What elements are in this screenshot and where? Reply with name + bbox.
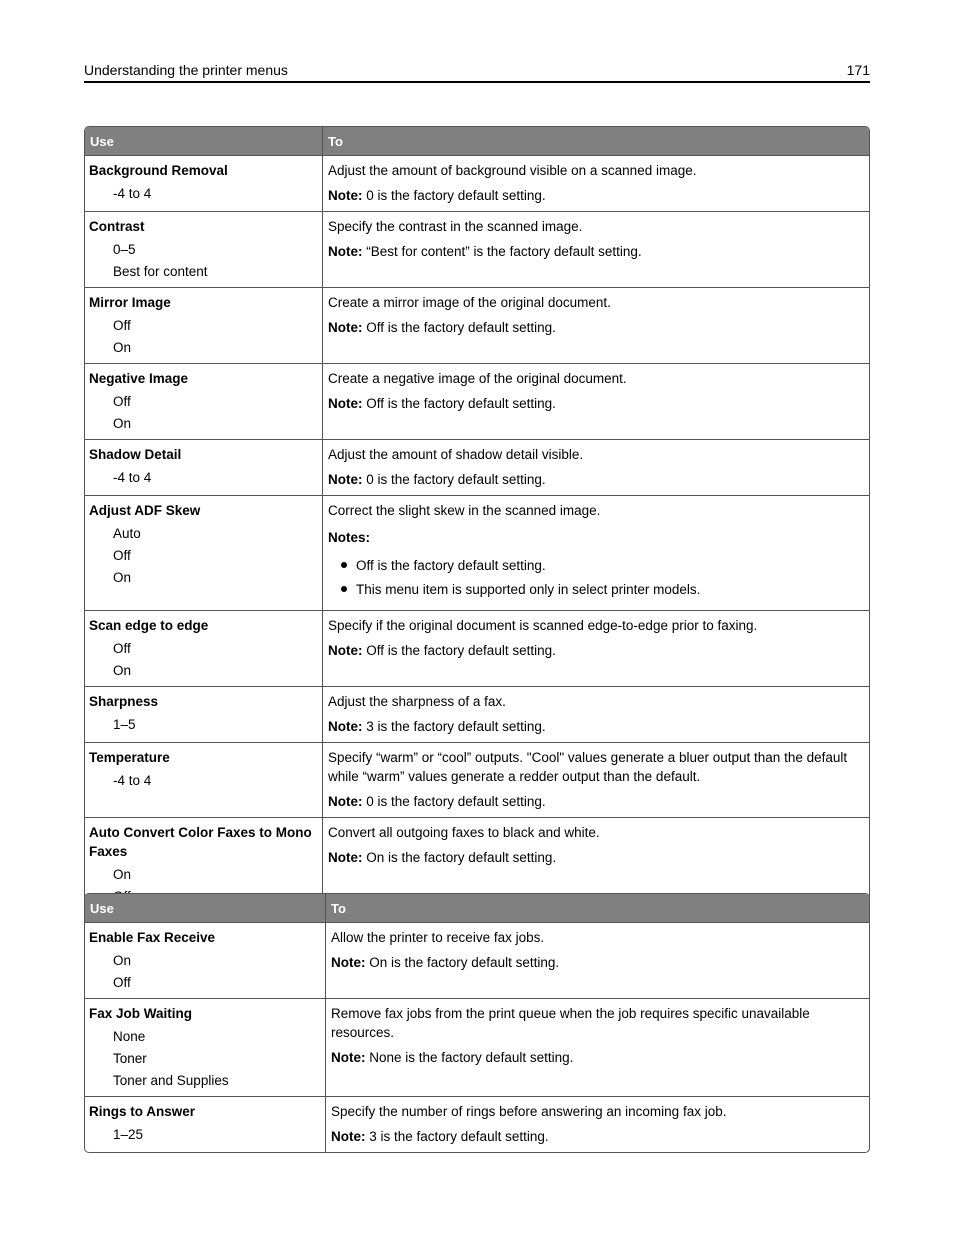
description: Correct the slight skew in the scanned image. [328,503,601,518]
note [331,1048,863,1067]
note-text: 0 is the factory default setting. [362,188,546,203]
cell-use [85,923,326,998]
note-label: Note: [328,396,363,411]
cell-use [85,687,323,742]
note-bullet: Off is the factory default setting. [328,556,863,575]
note-text: “Best for content” is the factory default setting. [362,244,642,259]
description: Remove fax jobs from the print queue when the job requires specific unavailable resources. [331,1006,810,1040]
menu-item-name: Adjust ADF Skew [89,503,201,518]
note-text: On is the factory default setting. [362,850,557,865]
menu-option: On [113,663,132,678]
note [328,318,863,337]
table-row [85,495,869,610]
note [328,242,863,261]
cell-use [85,212,323,287]
table-header [85,894,869,923]
table-row [85,742,869,817]
column-header-to: To [328,134,343,149]
menu-item-name: Enable Fax Receive [89,930,216,945]
cell-use [85,999,326,1096]
menu-item-name: Shadow Detail [89,447,182,462]
menu-option: On [113,953,132,968]
menu-item-name: Scan edge to edge [89,618,209,633]
menu-option: None [113,1029,146,1044]
table-header [85,127,869,156]
note [328,792,863,811]
table-row [85,156,869,211]
table-row [85,686,869,742]
note-label: Note: [328,188,363,203]
description: Adjust the amount of shadow detail visible. [328,447,584,462]
cell-to [323,687,869,742]
menu-option: Off [113,318,131,333]
menu-item-name: Auto Convert Color Faxes to Mono Faxes [89,825,312,859]
menu-item-name: Background Removal [89,163,228,178]
note-text: Off is the factory default setting. [362,643,556,658]
note-label: Note: [328,719,363,734]
cell-use [85,156,323,211]
note [328,470,863,489]
menu-option: Off [113,394,131,409]
menu-item-name: Negative Image [89,371,189,386]
menu-option: On [113,340,132,355]
description: Convert all outgoing faxes to black and white. [328,825,600,840]
cell-to [323,496,869,610]
table-row [85,923,869,998]
note-label: Note: [328,244,363,259]
notes-list [328,556,863,599]
page-number: 171 [846,62,870,78]
description: Specify “warm” or “cool” outputs. "Cool" values generate a bluer output than the default while “warm” values generate a redder output than the default. [328,750,848,784]
menu-item-name: Fax Job Waiting [89,1006,193,1021]
page-header [84,60,870,83]
description: Specify the contrast in the scanned image. [328,219,583,234]
cell-to [323,364,869,439]
note [328,394,863,413]
note-text: Off is the factory default setting. [362,320,556,335]
cell-use [85,1097,326,1152]
menu-option: Off [113,975,131,990]
cell-use [85,288,323,363]
note [331,1127,863,1146]
note-text: Off is the factory default setting. [362,396,556,411]
menu-option: 0–5 [113,242,136,257]
table-row [85,211,869,287]
description: Specify if the original document is scanned edge-to-edge prior to faxing. [328,618,758,633]
note-label: Note: [331,955,366,970]
menu-option: On [113,867,132,882]
note-label: Note: [328,850,363,865]
menu-option: Toner and Supplies [113,1073,229,1088]
cell-use [85,364,323,439]
description: Adjust the sharpness of a fax. [328,694,506,709]
note-label: Note: [328,320,363,335]
note-label: Note: [328,794,363,809]
cell-use [85,743,323,817]
description: Allow the printer to receive fax jobs. [331,930,545,945]
menu-option: -4 to 4 [113,186,152,201]
menu-option: Auto [113,526,141,541]
table-row [85,287,869,363]
note-text: 0 is the factory default setting. [362,794,546,809]
table-row [85,998,869,1096]
note-text: None is the factory default setting. [365,1050,574,1065]
note-text: On is the factory default setting. [365,955,560,970]
menu-option: Toner [113,1051,147,1066]
description: Create a negative image of the original document. [328,371,627,386]
description: Adjust the amount of background visible on a scanned image. [328,163,697,178]
note [328,186,863,205]
note-text: 3 is the factory default setting. [362,719,546,734]
cell-to [326,1097,869,1152]
note-label: Note: [328,472,363,487]
description: Create a mirror image of the original document. [328,295,611,310]
cell-to [326,999,869,1096]
settings-table-fax-receive [84,893,870,1153]
cell-to [323,611,869,686]
table-row [85,439,869,495]
note [328,717,863,736]
menu-item-name: Temperature [89,750,170,765]
note [331,953,863,972]
cell-to [323,743,869,817]
column-header-use: Use [85,127,323,155]
note [328,848,863,867]
menu-option: Best for content [113,264,208,279]
page-title: Understanding the printer menus [84,62,288,78]
note-bullet: This menu item is supported only in select printer models. [328,580,863,599]
menu-option: Off [113,641,131,656]
menu-item-name: Sharpness [89,694,159,709]
cell-use [85,496,323,610]
column-header-use: Use [85,894,326,922]
description: Specify the number of rings before answering an incoming fax job. [331,1104,727,1119]
note-text: 0 is the factory default setting. [362,472,546,487]
menu-option: On [113,416,132,431]
menu-item-name: Contrast [89,219,145,234]
menu-item-name: Mirror Image [89,295,171,310]
menu-item-name: Rings to Answer [89,1104,196,1119]
menu-option: -4 to 4 [113,470,152,485]
note-label: Note: [328,643,363,658]
table-row [85,610,869,686]
table-row [85,363,869,439]
cell-to [326,923,869,998]
cell-use [85,440,323,495]
table-row [85,1096,869,1152]
menu-option: 1–5 [113,717,136,732]
cell-to [323,156,869,211]
menu-option: Off [113,548,131,563]
notes-label: Notes: [328,530,371,545]
cell-to [323,212,869,287]
menu-option: On [113,570,132,585]
note-text: 3 is the factory default setting. [365,1129,549,1144]
cell-use [85,611,323,686]
note [328,641,863,660]
menu-option: 1–25 [113,1127,144,1142]
cell-to [323,288,869,363]
menu-option: -4 to 4 [113,773,152,788]
settings-table-scan [84,126,870,913]
cell-to [323,440,869,495]
note-label: Note: [331,1050,366,1065]
note-label: Note: [331,1129,366,1144]
column-header-to: To [331,901,346,916]
